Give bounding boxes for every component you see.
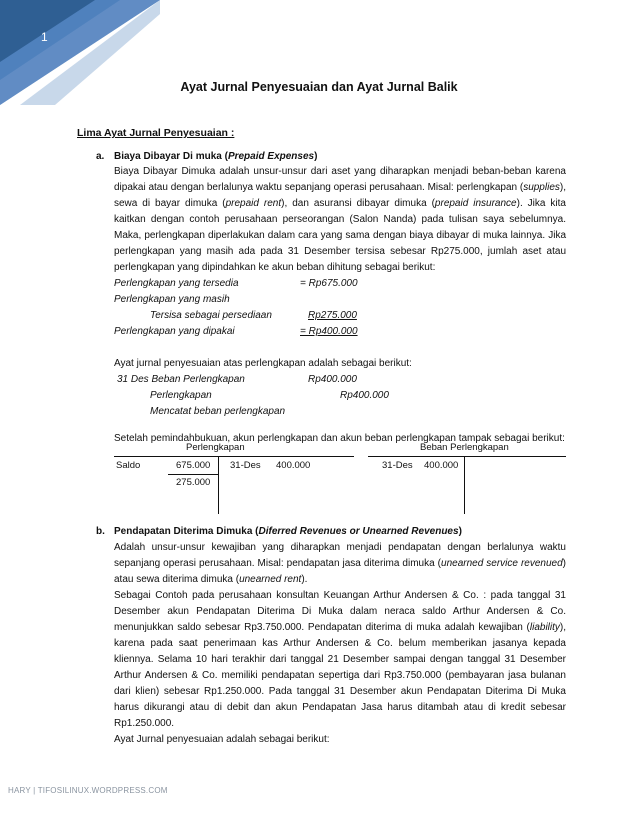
posting-text: Setelah pemindahbukuan, akun perlengkapan dan akun beban perlengkapan tampak sebagai berikut: xyxy=(114,433,565,444)
t-account-title: Perlengkapan xyxy=(186,442,245,453)
item-b-heading: Pendapatan Diterima Dimuka (Diferred Revenues or Unearned Revenues) xyxy=(114,526,462,537)
item-b-closing: Ayat Jurnal penyesuaian adalah sebagai berikut: xyxy=(114,734,330,745)
item-b-paragraph-1: Adalah unsur-unsur kewajiban yang diharapkan menjadi pendapatan dengan berlalunya waktu sepanjang operasi perusahaan. Misal: pendapatan jasa diterima dimuka (unearned service revenued) atau sewa diterima dimuka (unearned rent). xyxy=(114,542,567,585)
journal-intro: Ayat jurnal penyesuaian atas perlengkapan adalah sebagai berikut: xyxy=(114,358,412,369)
journal-line-3: Mencatat beban perlengkapan xyxy=(150,406,286,417)
item-a-body xyxy=(114,164,566,447)
t-account-balance: 275.000 xyxy=(176,477,211,488)
t-account-beban-perlengkapan xyxy=(368,442,566,522)
journal-line-1: 31 Des Beban Perlengkapan Rp400.000 xyxy=(117,374,357,385)
item-b-body xyxy=(114,540,566,748)
item-a-paragraph: Biaya Dibayar Dimuka adalah unsur-unsur dari aset yang diharapkan menjadi beban-beban karena dipakai atau dengan berlalunya waktu sepanjang operasi perusahaan. Misal: perlengkapan (supplies), sewa di bayar dimuka (prepaid rent), dan asuransi dibayar dimuka (prepaid insurance). Jika kita kaitkan dengan contoh perusahaan perseorangan (Salon Nanda) pada tulisan saya sebelumnya. Maka, perlengkapan diperlakukan dalam cara yang sama dengan biaya dibayar di muka lainnya. Jika perlengkapan yang masih ada pada 31 Desember tersisa sebesar Rp275.000, jumlah aset atau perlengkapan yang dipindahkan ke akun beban dihitung sebagai berikut: xyxy=(114,166,566,273)
t-account-debit-value: 675.000 xyxy=(176,460,211,471)
page-title: Ayat Jurnal Penyesuaian dan Ayat Jurnal Balik xyxy=(180,80,458,94)
item-a-marker: a. xyxy=(96,151,105,162)
item-b-paragraph-2: Sebagai Contoh pada perusahaan konsultan Keuangan Arthur Andersen & Co. : pada tanggal 31 Desember akun Pendapatan Diterima Di Muka dalam neraca saldo Arthur Andersen & Co. menunjukkan saldo sebesar Rp3.750.000. Pendapatan diterima di muka adalah kewajiban (liability), karena pada saat penerimaan kas Arthur Andersen & Co. belum memberikan jasanya kepada kliennya. Selama 10 hari terakhir dari tanggal 21 Desember sampai dengan tanggal 31 Desember Arthur Andersen & Co. memiliki pendapatan sepertiga dari Rp3.750.000 (pembayaran jasa bulanan dari klien) sebesar Rp1.250.000. Pada tanggal 31 Desember akun Pendapatan Diterima Di Muka harus dikurangi atau di debit dan akun Pendapatan Jasa harus ditambah atau di kredit sebesar Rp1.250.000. xyxy=(114,590,566,729)
section-heading: Lima Ayat Jurnal Penyesuaian : xyxy=(77,127,235,139)
t-account-debit-value: 400.000 xyxy=(424,460,459,471)
calc-row-2: Perlengkapan yang masih xyxy=(114,294,230,305)
item-a-heading: Biaya Dibayar Di muka (Prepaid Expenses) xyxy=(114,151,318,162)
page-number: 1 xyxy=(41,30,48,44)
t-account-credit-value: 400.000 xyxy=(276,460,311,471)
calc-row-3: Tersisa sebagai persediaan Rp275.000 xyxy=(150,310,357,321)
t-account-debit-date: 31-Des xyxy=(382,460,413,471)
calc-row-4: Perlengkapan yang dipakai = Rp400.000 xyxy=(114,326,358,337)
footer: HARY | TIFOSILINUX.WORDPRESS.COM xyxy=(8,786,168,795)
t-account-perlengkapan xyxy=(114,442,354,522)
t-account-debit-label: Saldo xyxy=(116,460,141,471)
calc-row-1: Perlengkapan yang tersedia = Rp675.000 xyxy=(114,278,358,289)
item-b-marker: b. xyxy=(96,526,105,537)
t-account-credit-date: 31-Des xyxy=(230,460,261,471)
t-account-title: Beban Perlengkapan xyxy=(420,442,509,453)
journal-line-2: Perlengkapan Rp400.000 xyxy=(150,390,389,401)
